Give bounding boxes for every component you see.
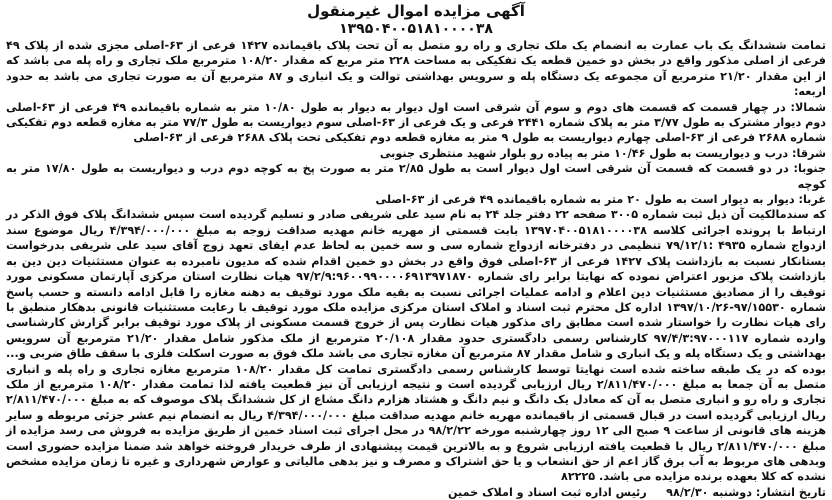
property-description: تمامت ششدانگ یک باب عمارت به انضمام یک ملک تجاری و راه رو متصل به آن تحت پلاک باقیمانده ۱۴۲۷ فرعی از ۶۳-اصلی مجزی شده از پلاک ۴۹ فرعی از اصلی مذکور واقع در بخش دو خمین قطعه یک تفکیکی به مساحت ۲۲۸ متر مربع که مقدار ۱۰۸/۲۰ مترمربع ملک تجاری و راه پله می باشد که از این مقدار ۲۱/۲۰ مترمربع آن مجموعه یک دستگاه پله و سرویس بهداشتی توالت و یک انباری و ۸۷ مترمربع آن به صورت تجاری می باشد به حدود اربعه: [6, 39, 827, 99]
boundary-east: شرقا: درب و دیواریست به طول ۱۰/۴۶ متر به پیاده رو بلوار شهید منتظری جنوبی [379, 146, 826, 160]
notice-footer [6, 485, 826, 500]
auction-details: که سندمالکیت آن ذیل ثبت شماره ۳۰۰۵ صفحه ۲۲ دفتر جلد ۲۴ به نام سید علی شریفی صادر و تسلیم گردیده است سپس ششدانگ پلاک فوق الذکر در ارتباط با پرونده اجرائی کلاسه ۱۳۹۷۰۴۰۰۵۱۸۱۰۰۰۰۳۸ بابت قسمتی از مهریه خانم مهدیه صداقت زوجه به مبلغ ۴/۳۹۴/۰۰۰/۰۰۰ ریال موضوع سند ازدواج شماره ۴۹۳۵ :۷۹/۱۲/۱ تنظیمی در دفترخانه ازدواج شماره سی و سه خمین به لحاظ عدم ایفای تعهد زوج آقای سید علی شریفی بدرخواست بستانکار نسبت به بازداشت پلاک ۱۴۲۷ فرعی از ۶۳-اصلی فوق واقع در بخش دو خمین اقدام شده که مدیون نامبرده به عنوان مستثنیات دین دین به بازداشت پلاک مزبور اعتراض نموده که نهایتا برابر رای شماره ۹۷/۲/۹:۹۶۰۰۹۹۰۰۰۰۶۹۱۳۹۷۱۸۷۰ هیات نظارت استان مرکزی آپارتمان مسکونی مورد توقیف را از مصادیق مستثنیات دین اعلام و ادامه عملیات اجرائی نسبت به بقیه ملک مورد توقیف به دهنه مغازه را قابل ادامه دانسته و حسب پاسخ شماره ۹۷/۱۵۵۳۰-۱۳۹۷/۱۰/۲۶ اداره کل محترم ثبت اسناد و املاک استان مرکزی مزایده ملک مورد توقیف با رعایت مستثنیات قانونی بدهکار منطبق با رای هیات نظارت را خواستار شده است مطابق رای مذکور هیات نظارت پس از خروج قسمت مسکونی از پلاک مورد توقیف برابر گزارش کارشناسی وارده شماره ۹۷/۴/۳:۹۷۰۰۰۱۱۷ کارشناس رسمی دادگستری حدود مقدار ۲۰/۱۰۸ مترمربع از ملک مذکور شامل مقدار ۲۱/۲۰ مترمربع آن سرویس بهداشتی و یک دستگاه پله و یک انباری و شامل مقدار ۸۷ مترمربع آن مغازه تجاری می باشد ملک فوق به صورت اسکلت فلزی با سقف طاق ضربی و... بوده که در یک طبقه ساخته شده است نهایتا توسط کارشناس رسمی دادگستری تمامت کل مقدار ۱۰۸/۲۰ مترمربع مغازه تجاری و راه پله و انباری متصل به آن جمعا به مبلغ ۲/۸۱۱/۴۷۰/۰۰۰ ریال ارزیابی گردیده است و نتیجه ارزیابی آن نیز قطعیت یافته لذا تمامت مقدار ۱۰۸/۲۰ مترمربع از ملک تجاری و راه رو و انباری متصل به آن که معادل یک دانگ و نیم دانگ و هشتاد هزارم دانگ مشاع از کل ششدانگ پلاک موصوف که به مبلغ ۲/۸۱۱/۴۷۰/۰۰۰ ریال ارزیابی گردیده است در قبال قسمتی از باقیمانده مهریه خانم مهدیه صداقت مبلغ ۴/۳۹۴/۰۰۰/۰۰۰ ریال به انضمام نیم عشر جزئی مربوطه و سایر هزینه های قانونی از ساعت ۹ صبح الی ۱۲ روز چهارشنبه مورخه ۹۸/۲/۲۲ در محل اجرای ثبت اسناد خمین از طریق مزایده به فروش می رسد مزایده از مبلغ ۲/۸۱۱/۴۷۰/۰۰۰ ریال با قطعیت یافته ارزیابی شروع و به بالاترین قیمت پیشنهادی از طرف خریدار فروخته خواهد شد ضمنا مزایده حضوری است وبدهی های مربوط به آب برق گاز اعم از حق انشعاب و یا حق اشتراک و مصرف و نیز بدهی مالیاتی و عوارض شهرداری و غیره تا زمان مزایده مشخص نشده که کلا بعهده برنده مزایده می باشد. ۸۲۲۲۵ [6, 208, 827, 484]
footer-separator [651, 486, 663, 499]
notice-title: آگهی مزایده اموال غیرمنقول [307, 2, 525, 20]
boundary-south: جنوبا: در دو قسمت که قسمت آن شرقی است اول دیوار است به طول ۲/۸۵ متر به صورت پخ به کوچه دوم درب و دیواریست به طول ۱۷/۸۰ متر به کوچه [6, 162, 827, 191]
publish-date: تاریخ انتشار: دوشنبه ۹۸/۲/۳۰ [666, 485, 826, 499]
issuing-office: رئیس اداره ثبت اسناد و املاک خمین [447, 485, 647, 499]
notice-number: ۱۳۹۵۰۴۰۰۵۱۸۱۰۰۰۰۳۸ [339, 21, 493, 37]
boundary-north: شمالا: در چهار قسمت که قسمت های دوم و سوم آن شرقی است اول دیوار به دیوار به طول ۱۰/۸۰ متر به شماره باقیمانده ۴۹ فرعی از ۶۳-اصلی دوم دیوار مشترک به طول ۳/۷۷ متر به پلاک شماره ۲۴۴۱ فرعی و یک فرعی از ۶۳-اصلی سوم دیواریست به طول ۷۷/۳ متر به مغازه قطعه دوم تفکیکی شماره ۲۶۸۸ فرعی از ۶۳-اصلی چهارم دیواریست به طول ۹ متر به مغازه قطعه دوم تفکیکی تحت پلاک ۲۶۸۸ فرعی از ۶۳-اصلی [6, 100, 827, 145]
boundary-west: غربا: دیوار به دیوار است به طول ۲۰ متر به شماره باقیمانده ۴۹ فرعی از ۶۳-اصلی [375, 193, 826, 207]
